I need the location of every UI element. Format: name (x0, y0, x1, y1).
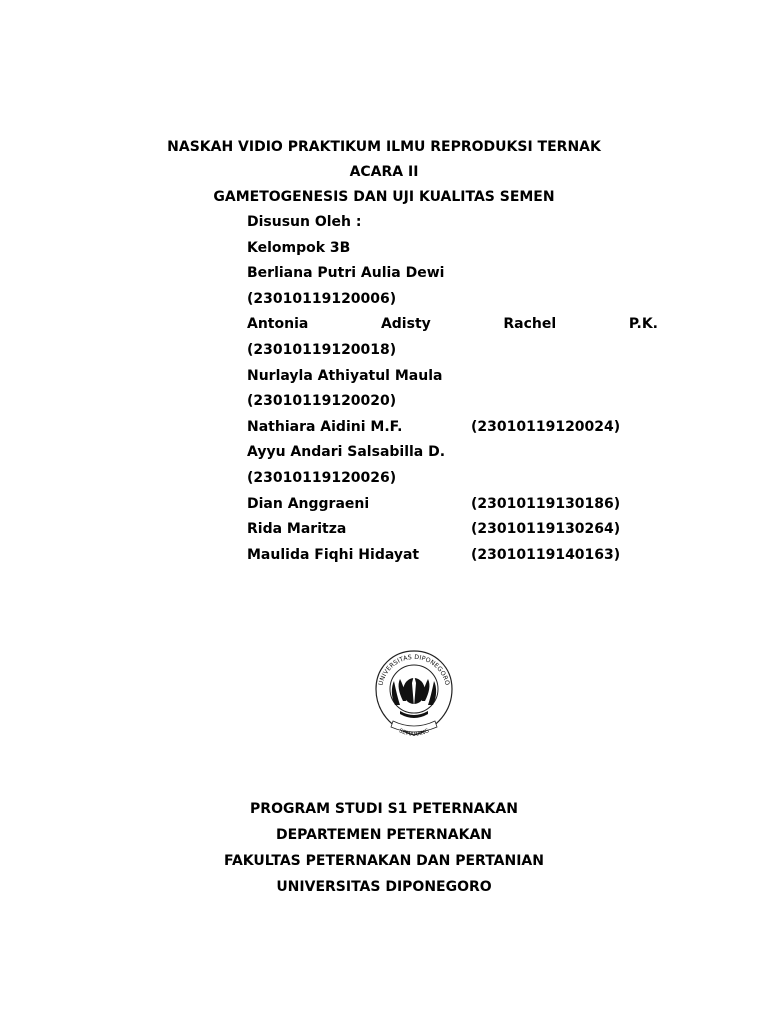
author-list (247, 210, 667, 568)
seal-text-top: UNIVERSITAS DIPONEGORO (377, 653, 451, 687)
member-nim: (23010119120018) (247, 341, 397, 358)
member-name-justified (247, 312, 658, 338)
member-nim: (23010119130264) (471, 521, 621, 538)
faculty: FAKULTAS PETERNAKAN DAN PERTANIAN (224, 853, 544, 869)
institution-block (0, 796, 768, 900)
seal-text-bottom: SEMARANG (397, 728, 431, 737)
member-name-part: P.K. (628, 316, 658, 333)
member-nim: (23010119120026) (247, 469, 397, 486)
department: DEPARTEMEN PETERNAKAN (275, 827, 492, 843)
member-nim: (23010119120020) (247, 393, 397, 410)
group-name: Kelompok 3B (247, 239, 351, 256)
member-name-part: Antonia (247, 316, 309, 333)
member-row (247, 517, 667, 543)
university-seal-icon (373, 649, 455, 737)
member-row (247, 415, 667, 441)
member-nim: (23010119130186) (471, 495, 621, 512)
member-name: Nurlayla Athiyatul Maula (247, 367, 443, 384)
study-program: PROGRAM STUDI S1 PETERNAKAN (250, 801, 518, 817)
member-name: Ayyu Andari Salsabilla D. (247, 444, 446, 461)
member-name: Nathiara Aidini M.F. (247, 418, 403, 435)
member-name-part: Adisty (380, 316, 431, 333)
member-name: Maulida Fiqhi Hidayat (247, 546, 420, 563)
document-title: NASKAH VIDIO PRAKTIKUM ILMU REPRODUKSI TERNAK (167, 139, 601, 155)
member-name: Dian Anggraeni (247, 495, 370, 512)
member-name: Berliana Putri Aulia Dewi (247, 265, 445, 282)
member-name-part: Rachel (503, 316, 557, 333)
member-nim: (23010119140163) (471, 546, 621, 563)
document-topic: GAMETOGENESIS DAN UJI KUALITAS SEMEN (213, 189, 555, 205)
compiled-by-label: Disusun Oleh : (247, 214, 362, 230)
document-subtitle: ACARA II (349, 164, 419, 180)
member-nim: (23010119120006) (247, 290, 397, 307)
member-row (247, 492, 667, 518)
member-name: Rida Maritza (247, 521, 347, 538)
member-nim: (23010119120024) (471, 418, 621, 435)
university: UNIVERSITAS DIPONEGORO (276, 879, 492, 895)
member-row (247, 543, 667, 569)
